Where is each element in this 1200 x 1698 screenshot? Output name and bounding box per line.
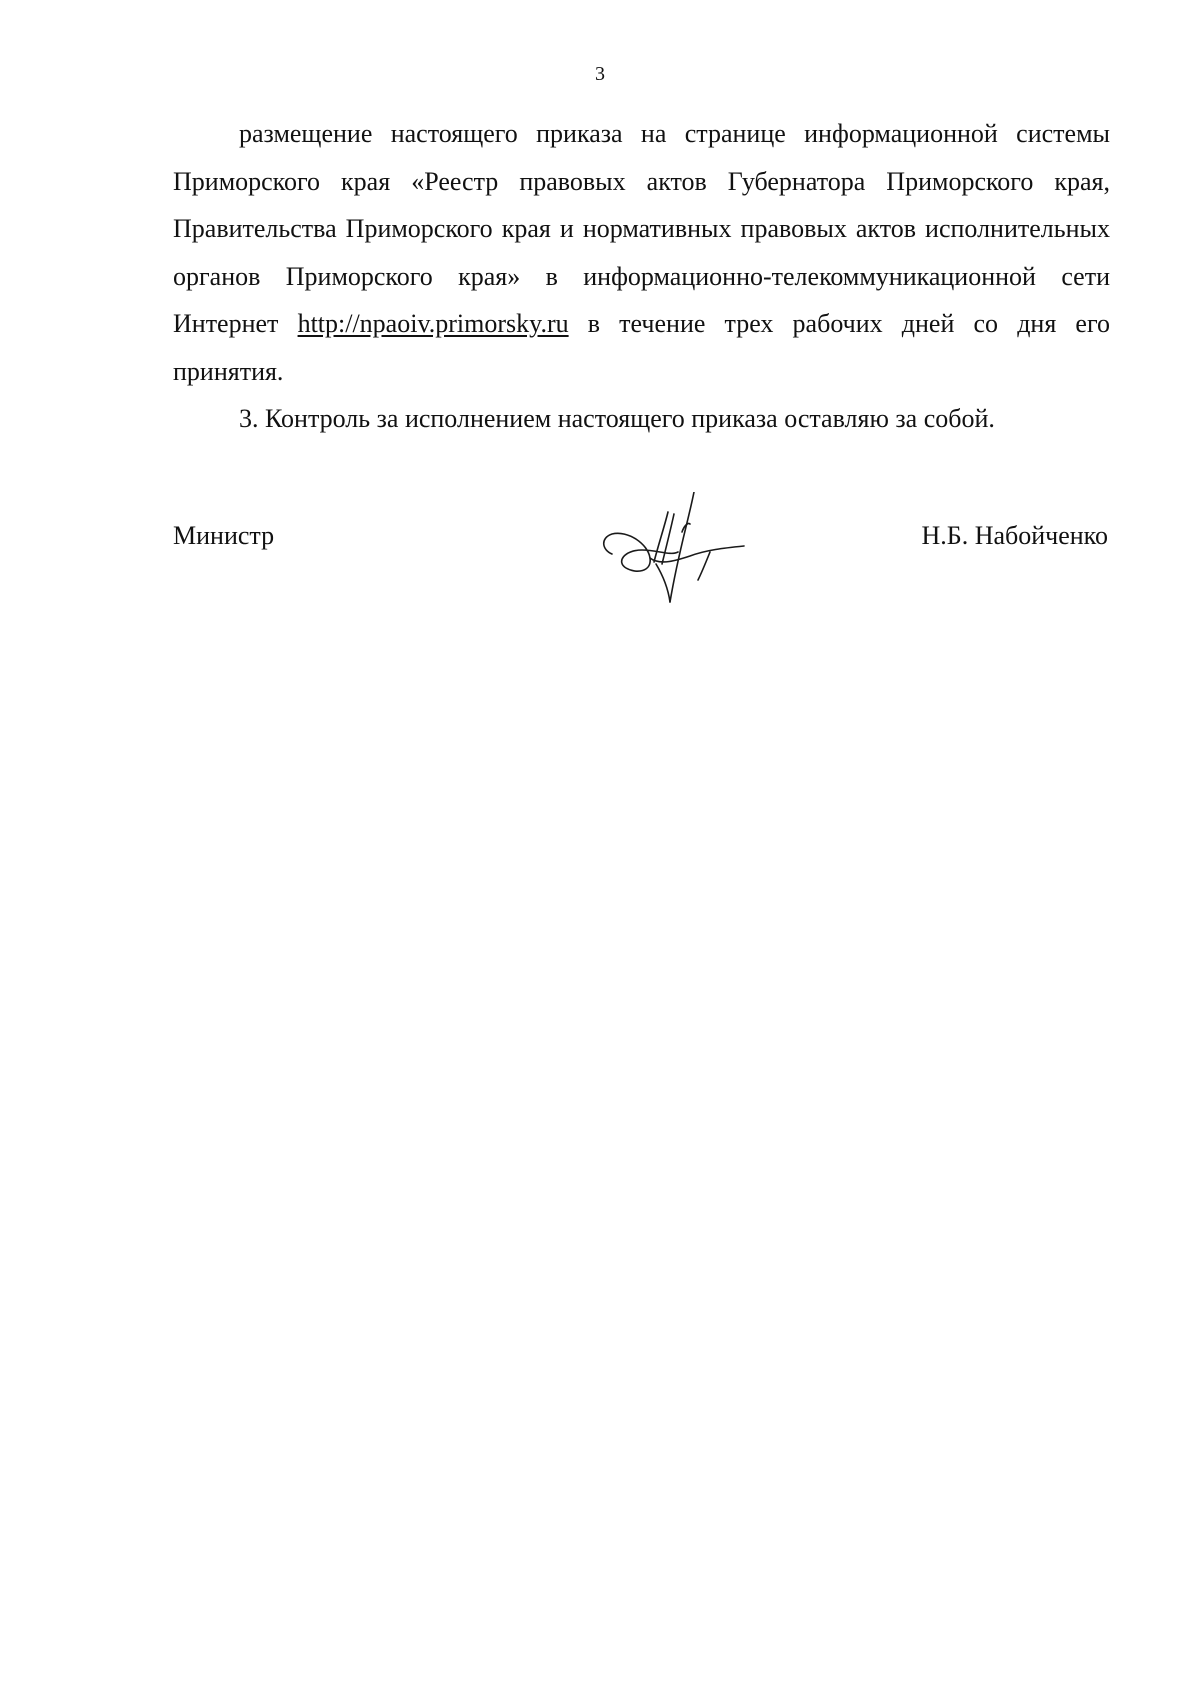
signatory-name: Н.Б. Набойченко xyxy=(921,521,1108,550)
document-body xyxy=(173,110,1110,443)
paragraph-publication xyxy=(173,110,1110,395)
registry-link[interactable]: http://npaoiv.primorsky.ru xyxy=(297,309,569,338)
paragraph-publication-text-a: размещение настоящего приказа на странице информационной системы Приморского края «Реестр правовых актов Губернатора Приморского края, Правительства Приморского края и нормативных правовых актов исполнительных органов Приморского края» в информационно-телекоммуникационной сети Интернет xyxy=(173,119,1110,338)
page-number: 3 xyxy=(595,63,605,85)
paragraph-control: 3. Контроль за исполнением настоящего приказа оставляю за собой. xyxy=(239,404,995,433)
paragraph-publication-text-b: в течение трех рабочих дней со дня его принятия. xyxy=(173,309,1110,386)
signatory-title: Министр xyxy=(173,521,275,550)
handwritten-signature xyxy=(598,492,748,604)
